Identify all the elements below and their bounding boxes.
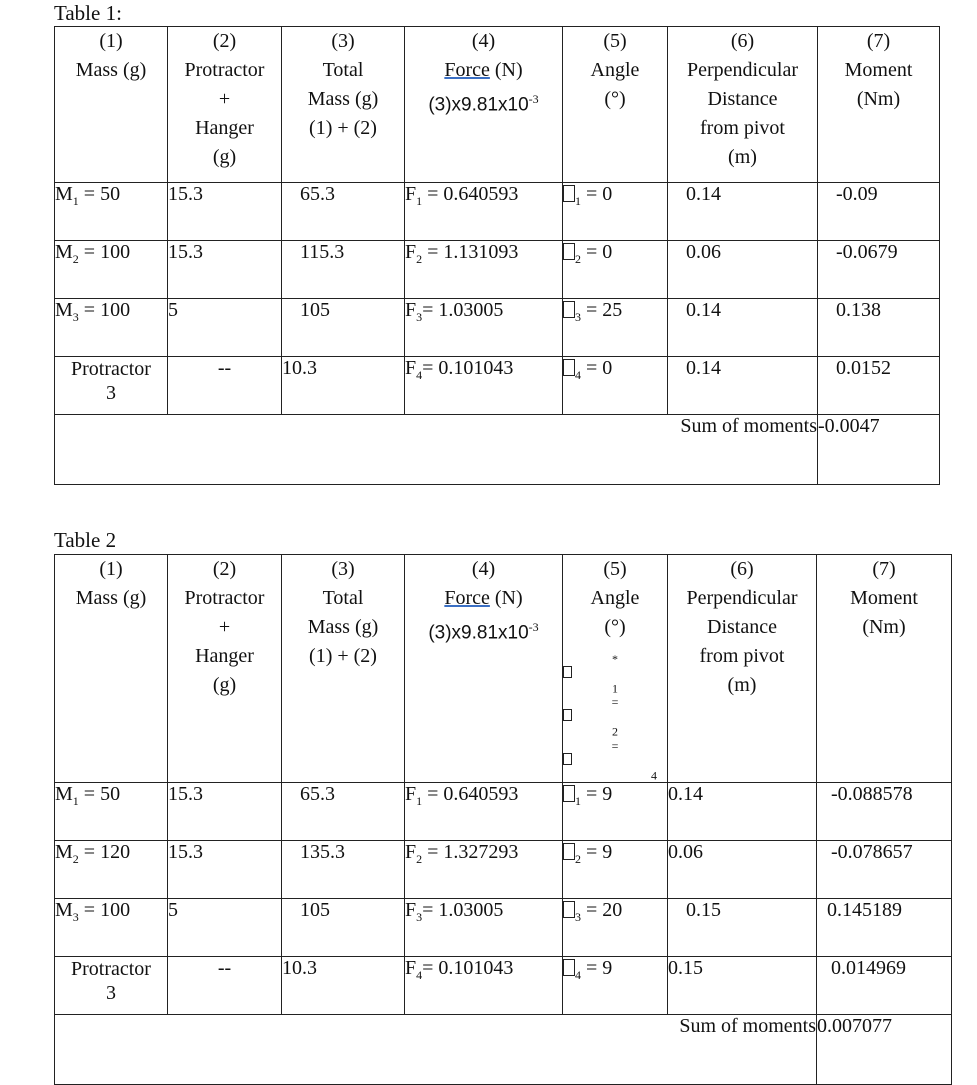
table-row [55, 841, 952, 899]
force-cell: $F_2 = 1.131093$ [405, 241, 563, 299]
mass-cell: $M_1 = 50$ [55, 783, 168, 841]
total-cell: 135.3 [282, 841, 405, 899]
force-cell: $F_4= 0.101043$ [405, 957, 563, 1015]
force-cell: $F_1 = 0.640593$ [405, 783, 563, 841]
table-row [55, 899, 952, 957]
mass-cell: $M_1 = 50$ [55, 183, 168, 241]
force-cell: $F_3= 1.03005$ [405, 299, 563, 357]
distance-cell: 0.14 [668, 783, 817, 841]
table-row [55, 783, 952, 841]
sum-row [55, 1015, 952, 1085]
moment-cell: 0.138 [818, 299, 940, 357]
sum-of-moments-value: -0.0047 [818, 415, 940, 485]
force-formula: (3)x9.81x10 [428, 94, 529, 116]
distance-cell: 0.15 [668, 957, 817, 1015]
hanger-cell: 15.3 [168, 783, 282, 841]
force-cell: $F_2 = 1.327293$ [405, 841, 563, 899]
moment-cell: 0.014969 [817, 957, 952, 1015]
mass-cell: Protractor 3 [55, 957, 168, 1015]
table1-header-row [55, 27, 940, 183]
total-cell: 65.3 [282, 183, 405, 241]
distance-cell: 0.15 [668, 899, 817, 957]
table1 [54, 26, 940, 485]
missing-glyph-icon [563, 243, 575, 260]
header-total-mass: (3) Total Mass (g) (1) + (2) [282, 555, 405, 783]
moment-cell: -0.0679 [818, 241, 940, 299]
missing-glyph-icon [563, 709, 572, 721]
header-total-mass: (3) Total Mass (g) (1) + (2) [282, 27, 405, 183]
missing-glyph-icon [563, 785, 575, 802]
sum-of-moments-label: Sum of moments [55, 1015, 817, 1085]
missing-glyph-icon [563, 901, 575, 918]
header-moment: (7) Moment (Nm) [817, 555, 952, 783]
hanger-cell: 15.3 [168, 183, 282, 241]
sum-of-moments-value: 0.007077 [817, 1015, 952, 1085]
hanger-cell: 15.3 [168, 841, 282, 899]
force-formula: (3)x9.81x10 [428, 622, 529, 644]
table2-caption: Table 2 [54, 528, 117, 552]
header-perpendicular-distance: (6) Perpendicular Distance from pivot (m) [668, 555, 817, 783]
distance-cell: 0.14 [668, 183, 818, 241]
mass-cell: $M_3 = 100$ [55, 299, 168, 357]
mass-cell: $M_3 = 100$ [55, 899, 168, 957]
table2 [54, 554, 952, 1085]
header-protractor-hanger: (2) Protractor + Hanger (g) [168, 27, 282, 183]
table-row [55, 957, 952, 1015]
missing-glyph-icon [563, 753, 572, 765]
distance-cell: 0.14 [668, 357, 818, 415]
moment-cell: -0.078657 [817, 841, 952, 899]
force-cell: $F_4= 0.101043$ [405, 357, 563, 415]
moment-cell: -0.09 [818, 183, 940, 241]
total-cell: 105 [282, 899, 405, 957]
total-cell: 65.3 [282, 783, 405, 841]
header-perpendicular-distance: (6) Perpendicular Distance from pivot (m) [668, 27, 818, 183]
hanger-cell: -- [168, 957, 282, 1015]
angle-cell: $_1$ = 9 [563, 783, 668, 841]
hanger-cell: -- [168, 357, 282, 415]
mass-cell: Protractor 3 [55, 357, 168, 415]
total-cell: 10.3 [282, 957, 405, 1015]
angle-cell: $_3$ = 20 [563, 899, 668, 957]
moment-cell: 0.145189 [817, 899, 952, 957]
mass-cell: $M_2 = 120$ [55, 841, 168, 899]
force-label: Force [444, 59, 490, 81]
angle-cell: $_2$ = 9 [563, 841, 668, 899]
distance-cell: 0.14 [668, 299, 818, 357]
table-row [55, 299, 940, 357]
hanger-cell: 5 [168, 299, 282, 357]
angle-cell: $_4$ = 0 [563, 357, 668, 415]
total-cell: 105 [282, 299, 405, 357]
sum-of-moments-label: Sum of moments [55, 415, 818, 485]
missing-glyph-icon [563, 959, 575, 976]
total-cell: 10.3 [282, 357, 405, 415]
force-cell: $F_3= 1.03005$ [405, 899, 563, 957]
header-angle: (5) Angle (°) * $_1$ = $_2$ = $_4$ [563, 555, 668, 783]
header-moment: (7) Moment (Nm) [818, 27, 940, 183]
angle-cell: $_4$ = 9 [563, 957, 668, 1015]
table1-caption: Table 1: [54, 1, 122, 25]
table-row [55, 357, 940, 415]
angle-equality-note: * $_1$ = $_2$ = $_4$ [563, 652, 667, 782]
table2-header-row [55, 555, 952, 783]
sum-row [55, 415, 940, 485]
header-mass: (1) Mass (g) [55, 27, 168, 183]
hanger-cell: 5 [168, 899, 282, 957]
missing-glyph-icon [563, 666, 572, 678]
hanger-cell: 15.3 [168, 241, 282, 299]
header-force: (4) Force (N) $(3)x9.81x10^{-3}$ [405, 27, 563, 183]
angle-cell: $_2$ = 0 [563, 241, 668, 299]
header-mass: (1) Mass (g) [55, 555, 168, 783]
mass-cell: $M_2 = 100$ [55, 241, 168, 299]
total-cell: 115.3 [282, 241, 405, 299]
table-row [55, 241, 940, 299]
moment-cell: 0.0152 [818, 357, 940, 415]
missing-glyph-icon [563, 843, 575, 860]
missing-glyph-icon [563, 359, 575, 376]
missing-glyph-icon [563, 185, 575, 202]
missing-glyph-icon [563, 301, 575, 318]
distance-cell: 0.06 [668, 241, 818, 299]
header-protractor-hanger: (2) Protractor + Hanger (g) [168, 555, 282, 783]
table-row [55, 183, 940, 241]
distance-cell: 0.06 [668, 841, 817, 899]
angle-cell: $_3$ = 25 [563, 299, 668, 357]
force-label: Force [444, 587, 490, 609]
moment-cell: -0.088578 [817, 783, 952, 841]
force-cell: $F_1 = 0.640593$ [405, 183, 563, 241]
header-angle: (5) Angle (°) [563, 27, 668, 183]
angle-cell: $_1$ = 0 [563, 183, 668, 241]
header-force: (4) Force (N) $(3)x9.81x10^{-3}$ [405, 555, 563, 783]
